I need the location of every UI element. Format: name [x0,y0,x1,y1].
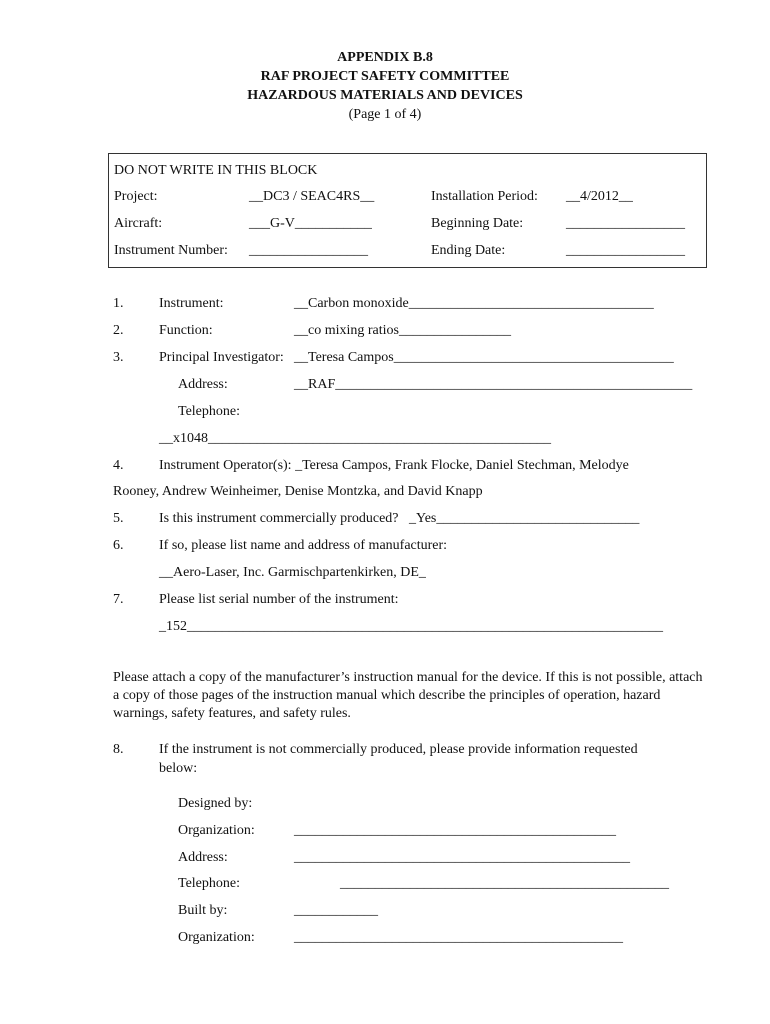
builder-organization-field[interactable]: _______________________________________________ [294,930,623,945]
manufacturer-question: If so, please list name and address of manufacturer: [159,538,448,553]
designed-by-label: Designed by: [178,796,253,811]
function-label: Function: [159,323,213,338]
item-number-2: 2. [113,323,124,338]
designer-address-label: Address: [178,850,228,865]
organization-field[interactable]: ______________________________________________ [294,823,616,838]
installation-period-value[interactable]: __4/2012__ [566,189,633,204]
function-value[interactable]: __co mixing ratios________________ [294,323,511,338]
item-number-5: 5. [113,511,124,526]
principal-investigator-label: Principal Investigator: [159,350,284,365]
designer-address-field[interactable]: ________________________________________________ [294,850,630,865]
built-by-label: Built by: [178,903,228,918]
item-number-8: 8. [113,742,124,757]
designer-telephone-label: Telephone: [178,876,240,891]
item-number-3: 3. [113,350,124,365]
beginning-date-field[interactable]: _________________ [566,216,685,231]
item-number-7: 7. [113,592,124,607]
commercially-produced-question[interactable]: Is this instrument commercially produced? _Yes_____________________________ [159,511,640,526]
instrument-operators-line1[interactable]: Instrument Operator(s): _Teresa Campos, Frank Flocke, Daniel Stechman, Melodye [159,458,629,473]
telephone-value[interactable]: __x1048_________________________________________________ [159,431,551,446]
builder-organization-label: Organization: [178,930,255,945]
serial-number-question: Please list serial number of the instrument: [159,592,399,607]
designer-telephone-field[interactable]: _______________________________________________ [340,876,669,891]
non-commercial-question-line1: If the instrument is not commercially produced, please provide information requested [159,742,638,757]
organization-label: Organization: [178,823,255,838]
aircraft-value[interactable]: ___G-V___________ [249,216,372,231]
beginning-date-label: Beginning Date: [431,216,524,231]
ending-date-label: Ending Date: [431,243,506,258]
address-value[interactable]: __RAF___________________________________________________ [294,377,693,392]
appendix-title: APPENDIX B.8 [337,50,433,65]
instrument-number-label: Instrument Number: [114,243,228,258]
page-indicator: (Page 1 of 4) [348,107,422,122]
item-number-6: 6. [113,538,124,553]
address-label: Address: [178,377,228,392]
document-title: HAZARDOUS MATERIALS AND DEVICES [247,88,523,103]
committee-title: RAF PROJECT SAFETY COMMITTEE [260,69,510,84]
attach-manual-paragraph: Please attach a copy of the manufacturer’s instruction manual for the device. If this is not possible, attach a copy of those pages of the instruction manual which describe the principles of operation, hazard warnings, safety features, and safety rules. [113,670,703,721]
non-commercial-question-line2: below: [159,761,198,776]
principal-investigator-value[interactable]: __Teresa Campos________________________________________ [294,350,674,365]
project-value[interactable]: __DC3 / SEAC4RS__ [249,189,375,204]
built-by-field[interactable]: ____________ [294,903,378,918]
office-use-title: DO NOT WRITE IN THIS BLOCK [114,163,318,178]
item-number-4: 4. [113,458,124,473]
instrument-operators-line2[interactable]: Rooney, Andrew Weinheimer, Denise Montzka, and David Knapp [113,484,483,499]
instrument-label: Instrument: [159,296,224,311]
project-label: Project: [114,189,158,204]
aircraft-label: Aircraft: [114,216,163,231]
ending-date-field[interactable]: _________________ [566,243,685,258]
telephone-label: Telephone: [178,404,240,419]
serial-number-value[interactable]: _152____________________________________________________________________ [159,619,663,634]
installation-period-label: Installation Period: [431,189,538,204]
manufacturer-value[interactable]: __Aero-Laser, Inc. Garmischpartenkirken, DE_ [159,565,426,580]
document-header [0,48,770,124]
instrument-value[interactable]: __Carbon monoxide___________________________________ [294,296,654,311]
item-number-1: 1. [113,296,124,311]
instrument-number-field[interactable]: _________________ [249,243,368,258]
